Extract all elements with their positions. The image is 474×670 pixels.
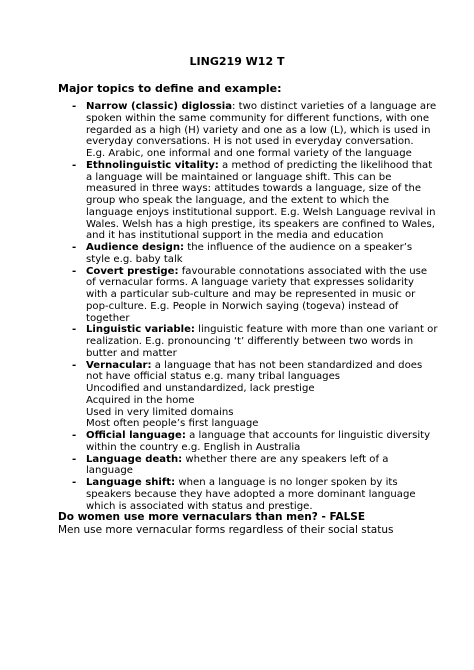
topic-item bbox=[58, 430, 438, 454]
topic-definition: linguistic feature with more than one variant or realization. E.g. pronouncing ‘t’ differently between two words in butter and matter bbox=[86, 324, 438, 359]
topic-extra-line: Uncodified and unstandardized, lack prestige bbox=[86, 383, 315, 394]
topic-definition: a method of predicting the likelihood that a language will be maintained or language shift. This can be measured in three ways: attitudes towards a language, size of the group who speak the language, and the extent to which the language enjoys institutional support. E.g. Welsh Language revival in Wales. Welsh has a high prestige, its speakers are confined to Wales, and it has institutional support in the media and education bbox=[86, 159, 436, 242]
topic-term: Linguistic variable: bbox=[86, 324, 195, 336]
bullet-dash: - bbox=[72, 159, 77, 171]
topic-item bbox=[58, 160, 438, 242]
topic-definition: a language that has not been standardized and does not have official status e.g. many tribal languages bbox=[86, 359, 423, 383]
bullet-dash: - bbox=[72, 477, 77, 488]
topic-definition: the influence of the audience on a speaker’s style e.g. baby talk bbox=[86, 242, 413, 265]
question-heading: Do women use more vernaculars than men? - FALSE bbox=[58, 511, 366, 523]
document-title: LING219 W12 T bbox=[189, 55, 285, 68]
topic-extra-line: Acquired in the home bbox=[86, 394, 195, 406]
topic-definition: whether there are any speakers left of a language bbox=[86, 453, 389, 477]
bullet-dash: - bbox=[72, 430, 77, 441]
topic-item bbox=[58, 266, 438, 325]
topic-list bbox=[58, 101, 438, 512]
bullet-dash: - bbox=[72, 242, 77, 253]
topic-item bbox=[58, 360, 438, 431]
bullet-dash: - bbox=[72, 101, 77, 112]
answer-text: Men use more vernacular forms regardless of their social status bbox=[58, 524, 394, 536]
topic-term: Language shift: bbox=[86, 477, 176, 488]
topic-item bbox=[58, 477, 438, 512]
topic-extra-line: Most often people’s first language bbox=[86, 418, 259, 430]
bullet-dash: - bbox=[72, 324, 77, 336]
section-heading: Major topics to define and example: bbox=[58, 82, 282, 95]
topic-term: Language death: bbox=[86, 453, 183, 465]
topic-term: Audience design: bbox=[86, 242, 185, 253]
topic-definition: a language that accounts for linguistic diversity within the country e.g. English in Australia bbox=[86, 430, 431, 453]
topic-definition: when a language is no longer spoken by its speakers because they have adopted a more dominant language which is associated with status and prestige. bbox=[86, 477, 416, 512]
topic-term: Official language: bbox=[86, 430, 186, 441]
topic-definition: favourable connotations associated with the use of vernacular forms. A language variety that expresses solidarity with a particular sub-culture and may be represented in music or pop-culture. E.g. People in Norwich saying (togeva) instead of together bbox=[86, 265, 428, 324]
bullet-dash: - bbox=[72, 453, 77, 465]
topic-extra-line: Used in very limited domains bbox=[86, 406, 234, 418]
topic-term: Covert prestige: bbox=[86, 265, 179, 277]
topic-term: Ethnolinguistic vitality: bbox=[86, 159, 219, 171]
topic-item bbox=[58, 324, 438, 359]
topic-definition: : two distinct varieties of a language are spoken within the same community for different functions, with one regarded as a high (H) variety and one as a low (L), which is used in everyday conversations. H is not used in everyday conversation. bbox=[86, 101, 437, 148]
bullet-dash: - bbox=[72, 265, 77, 277]
topic-item bbox=[58, 242, 438, 266]
topic-term: Vernacular: bbox=[86, 359, 152, 371]
topic-extra-line: E.g. Arabic, one informal and one formal variety of the language bbox=[86, 148, 412, 159]
bullet-dash: - bbox=[72, 359, 77, 371]
topic-item bbox=[58, 101, 438, 160]
topic-term: Narrow (classic) diglossia bbox=[86, 101, 233, 112]
topic-item bbox=[58, 454, 438, 478]
